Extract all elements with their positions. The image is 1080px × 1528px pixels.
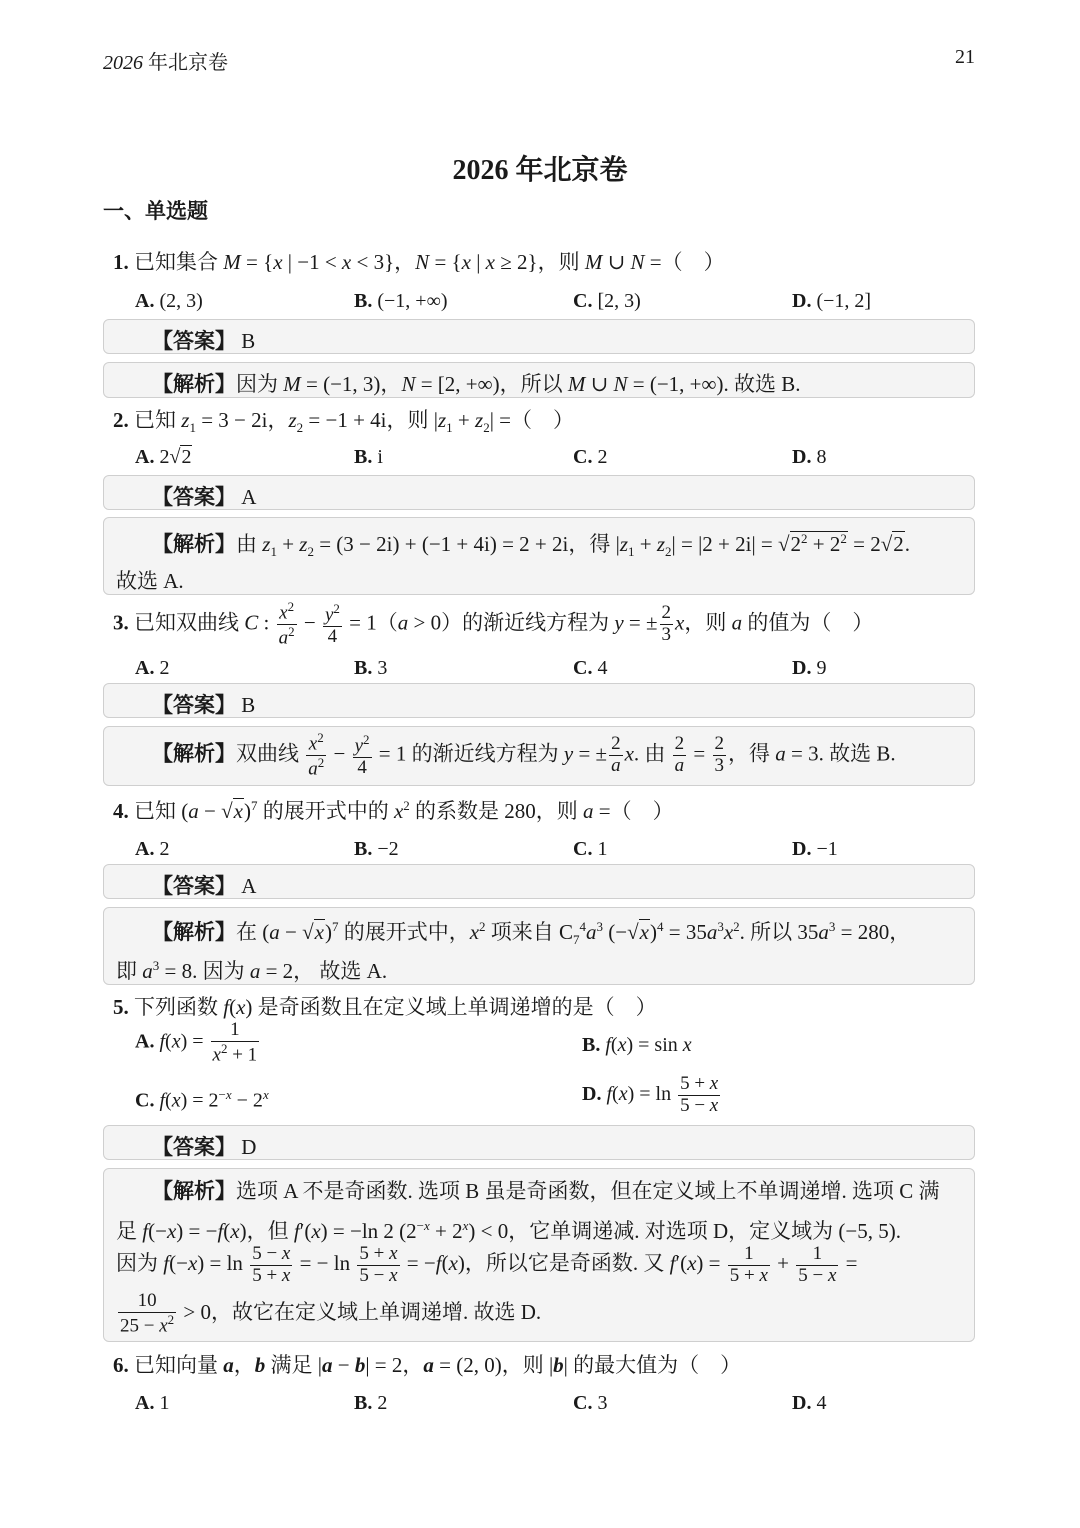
- question-1-analysis: 【解析】因为 M = (−1, 3)，N = [2, +∞)，所以 M ∪ N = (−1, +∞). 故选 B.: [152, 372, 801, 396]
- question-5-analysis-box: [103, 1168, 975, 1342]
- question-2-analysis-box: [103, 517, 975, 595]
- question-5-option-a: A. f(x) = $\frac{1}{x^2 + 1}$: [135, 1019, 258, 1066]
- question-2-answer-box: 【答案】 A: [103, 475, 975, 510]
- question-2-stem: 2. 已知 $z_1 = 3 - 2i$，$z_2 = -1 + 4i$，则 $|z_1 + z_2|$ =（ ）: [113, 408, 575, 436]
- question-3-option-d: D. 9: [792, 657, 827, 679]
- question-2-option-d: D. 8: [792, 446, 827, 468]
- question-1-option-c: C. [2, 3): [573, 290, 641, 312]
- page-number: 21: [955, 46, 975, 68]
- question-3-answer: B: [241, 693, 256, 717]
- answer-label: 【答案】: [152, 329, 236, 353]
- header-year: 2026: [103, 52, 143, 74]
- question-4-stem: 4. 已知 $(a - √x)^7$ 的展开式中的 $x^2$ 的系数是 280，则 a =（ ）: [113, 798, 674, 823]
- question-5-option-d: D. f(x) = ln $\frac{5 + x}{5 - x}$: [582, 1073, 719, 1116]
- question-6-option-a: A. 1: [135, 1392, 170, 1414]
- question-4-answer: A: [241, 874, 257, 898]
- question-4-analysis-box: [103, 907, 975, 985]
- question-1-option-d: D. (−1, 2]: [792, 290, 872, 312]
- question-4-option-d: D. −1: [792, 838, 838, 860]
- question-3-analysis: 【解析】双曲线 $\frac{x^2}{a^2}$ − $\frac{y^2}{4}$ = 1 的渐近线方程为 y = ± $\frac{2}{a}$ x. 由 $\frac{2}{a}$ = $\frac{2}{3}$ ，得 a = 3. 故选 B.: [152, 730, 896, 780]
- question-6-option-b: B. 2: [354, 1392, 388, 1414]
- page-title: 2026 年北京卷: [452, 155, 628, 186]
- question-3-option-c: C. 4: [573, 657, 608, 679]
- question-3-stem: 3. 已知双曲线 C : $\frac{x^2}{a^2}$ − $\frac{y^2}{4}$ = 1（a > 0）的渐近线方程为 y = ± $\frac{2}{3}$ x，则 a 的值为（ ）: [113, 599, 874, 649]
- question-1-stem: 1. 已知集合 M = {x | −1 < x < 3}，N = {x | x ≥ 2}，则 M ∪ N =（ ）: [113, 250, 725, 274]
- question-1-answer: B: [241, 329, 256, 353]
- question-2-answer: A: [241, 485, 257, 509]
- question-2-option-a: A. 2√2: [135, 446, 192, 468]
- question-1-answer-box: [103, 319, 975, 354]
- question-4-option-a: A. 2: [135, 838, 170, 860]
- question-5-analysis-line-2: 足 f(−x) = −f(x)，但 f′(x) = −ln 2 $(2^{-x} + 2^x) < 0$，它单调递减. 对选项 D，定义域为 (−5, 5).: [116, 1218, 901, 1243]
- question-5-stem: 5. 下列函数 f(x) 是奇函数且在定义域上单调递增的是（ ）: [113, 995, 657, 1019]
- question-3-option-b: B. 3: [354, 657, 388, 679]
- question-4-analysis-line-2: 即 $a^3 = 8$. 因为 a = 2， 故选 A.: [116, 958, 388, 983]
- question-5-analysis-line-1: 【解析】选项 A 不是奇函数. 选项 B 虽是奇函数，但在定义域上不单调递增. 选项 C 满: [152, 1179, 940, 1203]
- question-5-answer: D: [241, 1135, 257, 1159]
- question-2-analysis-line-2: 故选 A.: [116, 569, 184, 593]
- question-4-answer-box: 【答案】 A: [103, 864, 975, 899]
- question-5-option-c: C. $f(x) = 2^{-x} - 2^x$: [135, 1087, 269, 1112]
- question-1-analysis-box: [103, 362, 975, 398]
- question-4-option-c: C. 1: [573, 838, 608, 860]
- question-6-stem: 6. 已知向量 a，b 满足 |a − b| = 2，a = (2, 0)，则 |b| 的最大值为（ ）: [113, 1353, 742, 1377]
- question-5-analysis-line-3: 因为 f(−x) = ln $\frac{5 - x}{5 + x}$ = − ln $\frac{5 + x}{5 - x}$ = −f(x)，所以它是奇函数. 又 f′(x) = $\frac{1}{5 + x}$ + $\frac{1}{5 - x}$ =: [116, 1243, 858, 1286]
- question-2-option-c: C. 2: [573, 446, 608, 468]
- question-4-analysis-line-1: 【解析】在 $(a - √x)^7$ 的展开式中，$x^2$ 项来自 $C_7^4a^3$ $(-√x)^4 = 35a^3x^2$. 所以 $35a^3 = 280$，: [152, 919, 911, 948]
- question-5-option-b: B. f(x) = sin x: [582, 1034, 692, 1056]
- header-text: 年北京卷: [148, 52, 228, 74]
- running-header: [103, 46, 228, 75]
- question-6-option-d: D. 4: [792, 1392, 827, 1414]
- question-3-option-a: A. 2: [135, 657, 170, 679]
- section-heading: 一、单选题: [103, 199, 208, 223]
- question-2-analysis-line-1: 【解析】由 $z_1 + z_2 = (3 - 2i) + (-1 + 4i) = 2 + 2i$，得 $|z_1 + z_2| = |2 + 2i| = √2^2 + 2^2 = 2√2$.: [152, 531, 911, 560]
- question-4-option-b: B. −2: [354, 838, 399, 860]
- question-5-answer-box: 【答案】 D: [103, 1125, 975, 1160]
- question-1-option-b: B. (−1, +∞): [354, 290, 448, 312]
- question-5-analysis-line-4: $\frac{10}{25 - x^2}$ > 0，故它在定义域上单调递增. 故选 D.: [120, 1290, 542, 1337]
- question-2-option-b: B. i: [354, 446, 383, 468]
- question-1-option-a: A. (2, 3): [135, 290, 203, 312]
- question-6-option-c: C. 3: [573, 1392, 608, 1414]
- question-3-answer-box: 【答案】 B: [103, 683, 975, 718]
- question-3-analysis-box: [103, 726, 975, 786]
